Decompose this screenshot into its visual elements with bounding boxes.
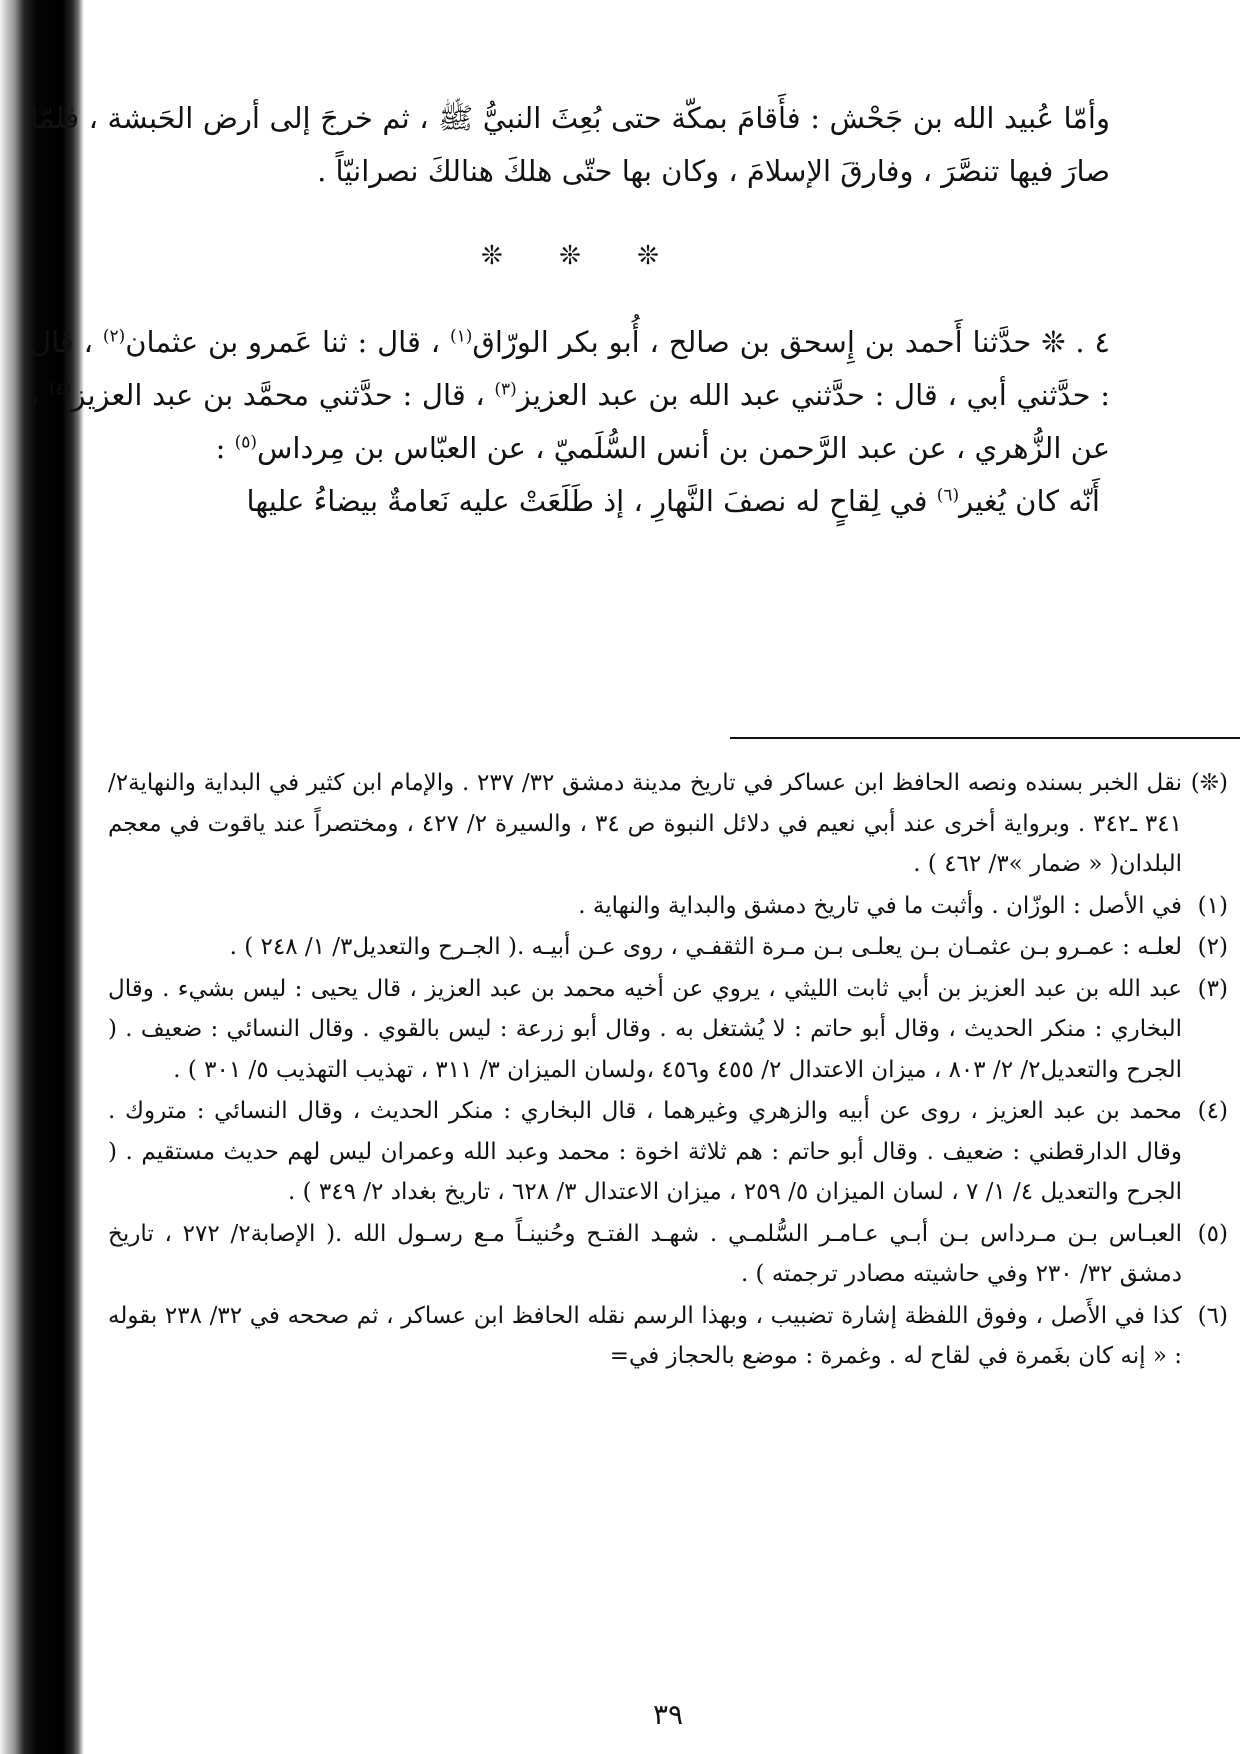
footnote-text: العبـاس بـن مـرداس بـن أبـي عـامـر السُّلمـي . شهـد الفتـح وحُنينـاً مـع رسـول الله .( الإصابة٢/ ٢٧٢ ، تاريخ دمشق ٣٢/ ٢٣٠ وفي حاشيته مصادر ترجمته ) . bbox=[108, 1220, 1183, 1287]
footnote-text: في الأصل : الوزّان . وأثبت ما في تاريخ دمشق والبداية والنهاية . bbox=[578, 892, 1182, 919]
footnote-number: (٦) bbox=[1197, 1302, 1228, 1329]
text-segment: ، عن الزُّهري ، عن عبد الرَّحمن بن أنس السُّلَميّ ، عن العبّاس بن مِرداس bbox=[30, 378, 1110, 465]
text-segment: ، قال : حدَّثني أبي ، قال : حدَّثني عبد الله بن عبد العزيز bbox=[30, 325, 1111, 412]
footnote-text: عبد الله بن عبد العزيز بن أبي ثابت الليثي ، يروي عن أخيه محمد بن عبد العزيز ، قال يحيى : ليس بشيء . وقال البخاري : منكر الحديث ، وقال أبو حاتم : لا يُشتغل به . وقال أبو زرعة : ليس بالقوي . وقال النسائي : ضعيف . ( الجرح والتعديل٢/ ٢/ ٨٠٣ ، ميزان الاعتدال ٢/ ٤٥٥ و٤٥٦ ،ولسان الميزان ٣/ ٣١١ ، تهذيب التهذيب ٥/ ٣٠١ ) . bbox=[108, 975, 1182, 1083]
book-page bbox=[30, 0, 1240, 1754]
footnote-marker-5: (٥) bbox=[234, 432, 257, 453]
footnote-text: لعلـه : عمـرو بـن عثمـان بـن يعلـى بـن مـرة الثقفـي ، روى عـن أبيـه .( الجـرح والتعديل٣/ ١/ ٢٤٨ ) . bbox=[229, 934, 1182, 960]
footnote-marker-4: (٤) bbox=[49, 379, 72, 400]
footnote bbox=[108, 1296, 1228, 1377]
section-separator: ❊ ❊ ❊ bbox=[481, 241, 659, 271]
footnote-marker-3: (٣) bbox=[494, 379, 517, 400]
text-segment: أَنّه كان يُغير bbox=[959, 484, 1100, 518]
footnote bbox=[108, 763, 1228, 885]
footnote bbox=[108, 927, 1228, 968]
text-segment: : bbox=[215, 431, 235, 465]
footnote-number: (٥) bbox=[1197, 1220, 1228, 1247]
footnote-number: (٣) bbox=[1197, 975, 1228, 1002]
text-segment: في لِقاحٍ له نصفَ النَّهارِ ، إذ طَلَعَتْ عليه نَعامةٌ بيضاءُ عليها bbox=[246, 484, 937, 518]
main-text bbox=[30, 92, 1110, 528]
footnote-text: نقل الخبر بسنده ونصه الحافظ ابن عساكر في تاريخ مدينة دمشق ٣٢/ ٢٣٧ . والإمام ابن كثير في البداية والنهاية٢/ ٣٤١ ـ٣٤٢ . وبرواية أخرى عند أبي نعيم في دلائل النبوة ص ٣٤ ، والسيرة ٢/ ٤٢٧ ، ومختصراً عند ياقوت في معجم البلدان( « ضمار »٣/ ٤٦٢ ) . bbox=[108, 770, 1182, 877]
footnote bbox=[108, 969, 1228, 1091]
text-segment: ، قال : حدَّثني محمَّد بن عبد العزيز bbox=[71, 378, 495, 412]
paragraph-2 bbox=[30, 316, 1110, 475]
footnote-marker-2: (٢) bbox=[102, 326, 126, 347]
footnote-text: محمد بن عبد العزيز ، روى عن أبيه والزهري وغيرهما ، قال البخاري : منكر الحديث ، وقال النسائي : متروك . وقال الدارقطني : ضعيف . وقال أبو حاتم : هم ثلاثة اخوة : محمد وعبد الله وعمران ليس لهم حديث مستقيم . ( الجرح والتعديل ٤/ ١/ ٧ ، لسان الميزان ٥/ ٢٥٩ ، ميزان الاعتدال ٣/ ٦٢٨ ، تاريخ بغداد ٢/ ٣٤٩ ) . bbox=[108, 1098, 1182, 1205]
footnote bbox=[108, 886, 1228, 927]
footnote bbox=[108, 1214, 1228, 1295]
text-segment: ٤ . ❊ حدَّثنا أَحمد بن إِسحق بن صالح ، أُبو بكر الورّاق bbox=[472, 325, 1110, 359]
footnote-marker-6: (٦) bbox=[936, 485, 960, 506]
text-segment: ، قال : ثنا عَمرو بن عثمان bbox=[125, 325, 450, 359]
footnote-number: (٢) bbox=[1197, 934, 1228, 960]
paragraph-1: وأمّا عُبيد الله بن جَحْش : فأَقامَ بمكّة حتى بُعِثَ النبيُّ ﷺ ، ثم خرجَ إلى أرض الحَبشة ، فلمّا صارَ فيها تنصَّرَ ، وفارقَ الإسلامَ ، وكان بها حتّى هلكَ هنالكَ نصرانيّاً . bbox=[30, 101, 1110, 188]
footnote-divider bbox=[730, 737, 1240, 739]
footnote-number: (❊) bbox=[1190, 770, 1228, 796]
footnotes bbox=[108, 763, 1228, 1378]
footnote-number: (١) bbox=[1197, 892, 1228, 919]
footnote-number: (٤) bbox=[1197, 1098, 1228, 1124]
footnote-marker-1: (١) bbox=[449, 326, 473, 347]
page-number: ٣٩ bbox=[652, 1698, 684, 1731]
footnote bbox=[108, 1091, 1228, 1213]
footnote-text: كذا في الأَصل ، وفوق اللفظة إشارة تضبيب ، وبهذا الرسم نقله الحافظ ابن عساكر ، ثم صححه في ٣٢/ ٢٣٨ بقوله : « إنه كان بغَمرة في لقاح له . وغمرة : موضع بالحجاز في= bbox=[108, 1302, 1182, 1369]
paragraph-3 bbox=[30, 475, 1110, 528]
